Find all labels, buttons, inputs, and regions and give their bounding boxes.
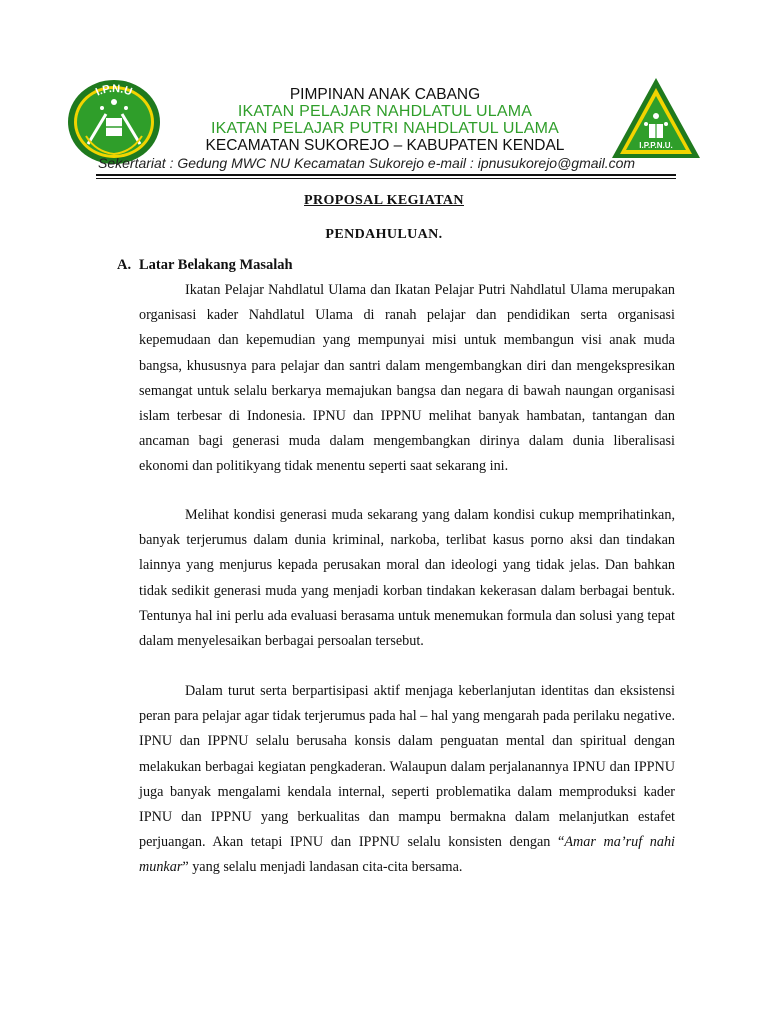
document-title: PROPOSAL KEGIATAN <box>304 193 464 208</box>
ippnu-logo-icon <box>610 74 702 162</box>
letterhead-line-2: IKATAN PELAJAR NAHDLATUL ULAMA <box>237 103 533 120</box>
letterhead-line-3: IKATAN PELAJAR PUTRI NAHDLATUL ULAMA <box>210 120 559 137</box>
ipnu-logo-icon <box>66 78 162 166</box>
paragraph-text: Melihat kondisi generasi muda sekarang yang dalam kondisi cukup memprihatinkan, banyak terjerumus dalam dunia kriminal, narkoba, terlibat kasus porno aksi dan tindakan lainnya yang menjurus kepada perusakan moral dan ideologi yang tidak jelas. Dan bahkan tidak sedikit generasi muda yang menjadi korban tindakan kekerasan dalam berbagai bentuk. Tentunya hal ini perlu ada evaluasi berasama untuk menemukan formula dan solusi yang tepat dalam menyelesaikan berbagai persoalan tersebut. <box>139 507 675 650</box>
header-divider <box>96 174 676 176</box>
paragraph-text <box>139 679 675 881</box>
ippnu-logo-text: I.P.P.N.U. <box>639 141 673 150</box>
header-divider-thin <box>96 178 676 179</box>
paragraph-3-part-a: Dalam turut serta berpartisipasi aktif menjaga keberlanjutan identitas dan eksistensi peran para pelajar agar tidak terjerumus pada hal – hal yang mengarah pada perilaku negative. IPNU dan IPPNU selalu berusaha konsis dalam penguatan mental dan spiritual dengan melakukan berbagai kegiatan pengkaderan. Walaupun dalam perjalanannya IPNU dan IPPNU juga banyak mengalami kendala internal, seperti problematika dalam memproduksi kader IPNU dan IPPNU yang berkualitas dan mampu bermakna dalam melanjutkan estafet perjuangan. Akan tetapi IPNU dan IPPNU selalu konsisten dengan “ <box>139 683 675 851</box>
ipnu-logo-text: I.P.N.U <box>93 82 134 99</box>
paragraph-2 <box>139 503 675 654</box>
document-subtitle: PENDAHULUAN. <box>325 227 443 242</box>
motto-quote: Amar ma’ruf nahi munkar <box>139 834 675 876</box>
paragraph-1 <box>139 278 675 480</box>
paragraph-3 <box>139 679 675 881</box>
letterhead-line-1: PIMPINAN ANAK CABANG <box>289 86 481 103</box>
paragraph-text: Ikatan Pelajar Nahdlatul Ulama dan Ikatan Pelajar Putri Nahdlatul Ulama merupakan organisasi kader Nahdlatul Ulama di ranah pelajar dan pendidikan serta organisasi kepemudaan dan kepemudian yang mempunyai misi untuk membangun visi anak muda bangsa, khususnya para pelajar dan santri dalam mengembangkan diri dan mengekspresikan semangat untuk selalu berkarya memajukan bangsa dan negara di bawah naungan organisasi islam terbesar di Indonesia. IPNU dan IPPNU melihat banyak hambatan, tantangan dan ancaman bagi generasi muda dalam mengembangkan dirinya dalam dunia liberalisasi ekonomi dan politikyang tidak menentu seperti saat sekarang ini. <box>139 282 675 475</box>
section-letter: A. <box>117 257 132 273</box>
section-title: Latar Belakang Masalah <box>139 257 293 273</box>
secretariat-address: Sekertariat : Gedung MWC NU Kecamatan Sukorejo e-mail : ipnusukorejo@gmail.com <box>98 155 636 171</box>
paragraph-3-part-b: ” yang selalu menjadi landasan cita-cita bersama. <box>182 859 463 876</box>
letterhead-line-4: KECAMATAN SUKOREJO – KABUPATEN KENDAL <box>205 137 565 154</box>
section-heading <box>117 257 293 274</box>
